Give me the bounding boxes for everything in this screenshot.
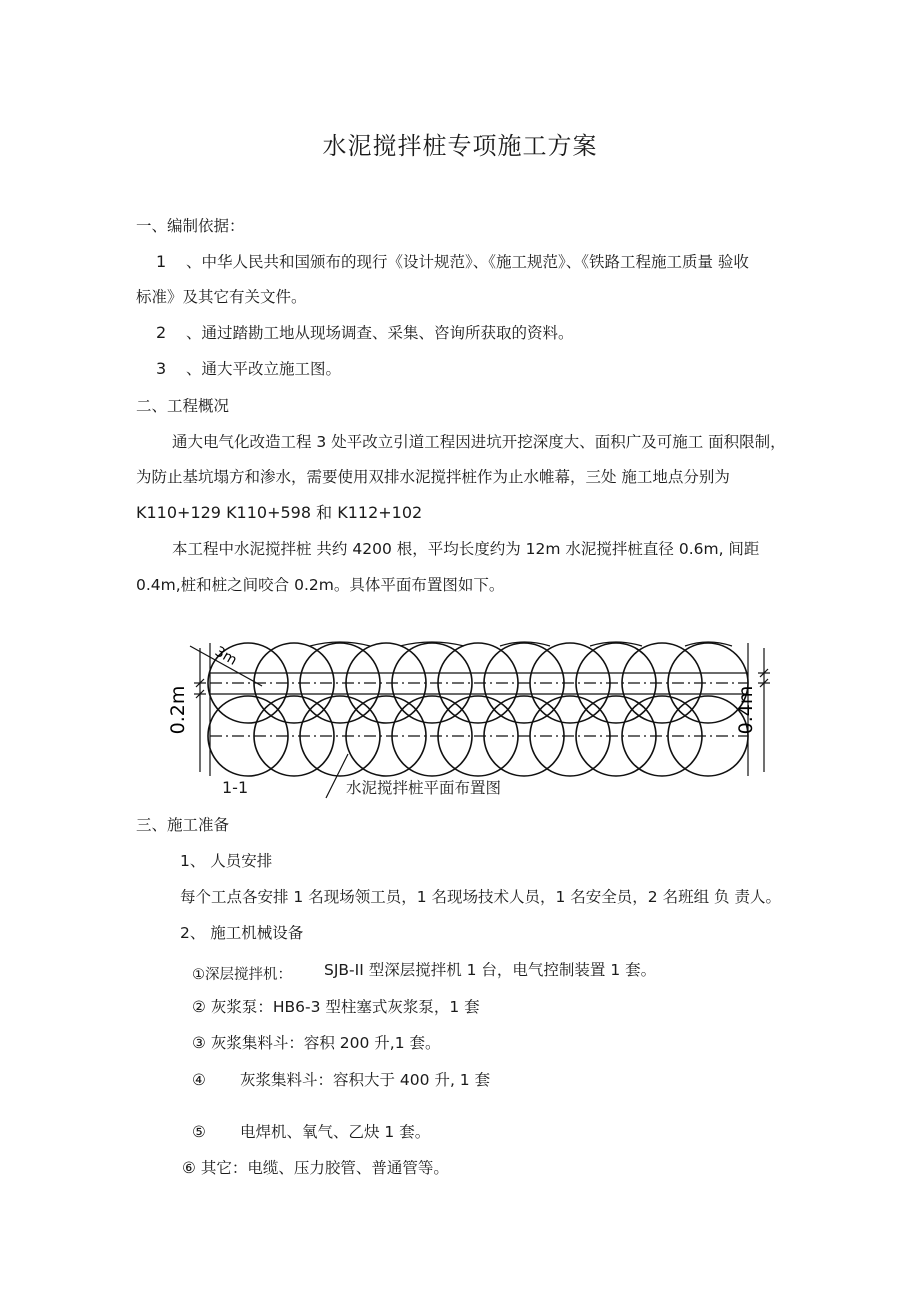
section3-sub1-text: 每个工点各安排 1 名现场领工员，1 名现场技术人员，1 名安全员，2 名班组 负 责人。: [180, 888, 781, 906]
equipment-item1-label: ①深层搅拌机：: [192, 967, 292, 983]
section1-item3-text: 、通大平改立施工图。: [186, 360, 342, 378]
pile-layout-diagram: [167, 638, 780, 778]
section1-item1-number: 1: [156, 252, 167, 271]
section2-paragraph1-line3: K110+129 K110+598 和 K112+102: [136, 503, 423, 522]
section2-heading: 二、工程概况: [136, 397, 230, 415]
equipment-item1-text: SJB-II 型深层搅拌机 1 台，电气控制装置 1 套。: [324, 961, 657, 979]
equipment-item5-mark: ⑤: [192, 1123, 206, 1141]
equipment-item4-text: 灰浆集料斗：容积大于 400 升, 1 套: [240, 1071, 491, 1089]
equipment-item4-mark: ④: [192, 1071, 206, 1089]
section1-item1-line2: 标准》及其它有关文件。: [136, 288, 307, 306]
equipment-item2: ② 灰浆泵：HB6-3 型柱塞式灰浆泵，1 套: [192, 998, 480, 1016]
section3-heading: 三、施工准备: [136, 816, 230, 834]
equipment-item6: ⑥ 其它：电缆、压力胶管、普通管等。: [182, 1159, 449, 1177]
section-mark: 1-1: [222, 778, 249, 797]
section1-item2-text: 、通过踏勘工地从现场调查、采集、咨询所获取的资料。: [186, 324, 574, 342]
section1-item2-number: 2: [156, 323, 167, 342]
section3-sub1-heading: 1、 人员安排: [180, 852, 273, 870]
section1-heading: 一、编制依据：: [136, 217, 245, 235]
equipment-item3: ③ 灰浆集料斗：容积 200 升,1 套。: [192, 1034, 441, 1052]
figure-caption: 水泥搅拌桩平面布置图: [346, 779, 502, 797]
dimension-label-right: 0.4m: [735, 685, 757, 735]
section1-item3-number: 3: [156, 359, 167, 378]
section2-paragraph1-line2: 为防止基坑塌方和渗水，需要使用双排水泥搅拌桩作为止水帷幕，三处 施工地点分别为: [136, 468, 730, 486]
section2-paragraph2-line2: 0.4m,桩和桩之间咬合 0.2m。具体平面布置图如下。: [136, 576, 505, 594]
page-title: 水泥搅拌桩专项施工方案: [322, 132, 598, 160]
section3-sub2-heading: 2、 施工机械设备: [180, 924, 304, 942]
section2-paragraph2-line1: 本工程中水泥搅拌桩 共约 4200 根，平均长度约为 12m 水泥搅拌桩直径 0.6m, 间距: [172, 540, 760, 558]
dimension-label-top: 3m: [212, 643, 240, 669]
dimension-label-left: 0.2m: [167, 685, 189, 735]
equipment-item5-text: 电焊机、氧气、乙炔 1 套。: [240, 1123, 431, 1141]
section2-paragraph1-line1: 通大电气化改造工程 3 处平改立引道工程因进坑开挖深度大、面积广及可施工 面积限制，: [172, 433, 786, 451]
section1-item1-line1: 、中华人民共和国颁布的现行《设计规范》、《施工规范》、《铁路工程施工质量 验收: [186, 253, 749, 271]
